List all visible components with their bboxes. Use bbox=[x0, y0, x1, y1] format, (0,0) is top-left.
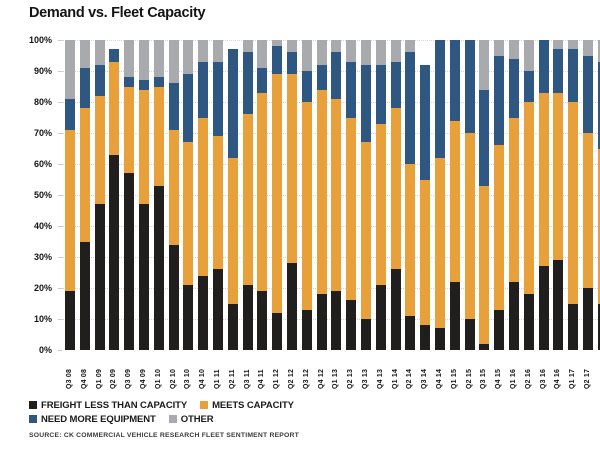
segment-need bbox=[361, 65, 371, 143]
stacked-bar-q3-14 bbox=[420, 40, 430, 350]
segment-meets bbox=[109, 62, 119, 155]
stacked-bar-q1-13 bbox=[331, 40, 341, 350]
y-tick-label: 0% bbox=[38, 345, 52, 355]
segment-need bbox=[109, 49, 119, 61]
segment-other bbox=[302, 40, 312, 71]
segment-meets bbox=[420, 180, 430, 326]
segment-need bbox=[346, 62, 356, 118]
stacked-bar-q1-09 bbox=[95, 40, 105, 350]
segment-freight bbox=[568, 304, 578, 351]
segment-meets bbox=[479, 186, 489, 344]
y-tick-label: 90% bbox=[33, 66, 52, 76]
segment-meets bbox=[346, 118, 356, 301]
y-tick-label: 50% bbox=[33, 190, 52, 200]
segment-need bbox=[287, 52, 297, 74]
segment-freight bbox=[302, 310, 312, 350]
stacked-bar-q3-11 bbox=[243, 40, 253, 350]
segment-meets bbox=[243, 114, 253, 285]
stacked-bar-q4-13 bbox=[376, 40, 386, 350]
x-tick-label: Q1 15 bbox=[450, 368, 458, 389]
legend-label: OTHER bbox=[180, 413, 214, 425]
segment-other bbox=[331, 40, 341, 52]
segment-other bbox=[169, 40, 179, 83]
segment-freight bbox=[183, 285, 193, 350]
segment-meets bbox=[391, 108, 401, 269]
segment-need bbox=[568, 49, 578, 102]
segment-need bbox=[405, 52, 415, 164]
segment-need bbox=[494, 56, 504, 146]
x-tick-label: Q1 11 bbox=[214, 369, 221, 389]
segment-meets bbox=[154, 87, 164, 186]
segment-freight bbox=[524, 294, 534, 350]
x-tick-label: Q3 08 bbox=[66, 368, 73, 389]
segment-meets bbox=[361, 142, 371, 319]
segment-freight bbox=[465, 319, 475, 350]
stacked-bar-q1-16 bbox=[509, 40, 519, 350]
segment-meets bbox=[494, 145, 504, 309]
stacked-bar-q2-10 bbox=[169, 40, 179, 350]
segment-other bbox=[154, 40, 164, 77]
segment-freight bbox=[405, 316, 415, 350]
chart-title: Demand vs. Fleet Capacity bbox=[29, 5, 206, 21]
meets-swatch-icon bbox=[200, 401, 208, 409]
x-tick-label: Q2 11 bbox=[228, 369, 236, 389]
segment-freight bbox=[257, 291, 267, 350]
stacked-bar-q3-08 bbox=[65, 40, 75, 350]
segment-freight bbox=[80, 242, 90, 351]
x-tick-label: Q3 09 bbox=[125, 368, 133, 389]
y-tick-label: 80% bbox=[33, 97, 52, 107]
plot-area bbox=[62, 40, 600, 350]
segment-meets bbox=[435, 158, 445, 329]
segment-need bbox=[435, 40, 445, 158]
segment-meets bbox=[509, 118, 519, 282]
segment-meets bbox=[65, 130, 75, 291]
stacked-bar-q1-10 bbox=[154, 40, 164, 350]
x-tick-label: Q3 11 bbox=[243, 369, 251, 389]
segment-need bbox=[198, 62, 208, 118]
segment-need bbox=[80, 68, 90, 108]
legend-row bbox=[29, 398, 294, 412]
stacked-bar-q4-12 bbox=[317, 40, 327, 350]
segment-meets bbox=[213, 136, 223, 269]
stacked-bar-q1-12 bbox=[272, 40, 282, 350]
segment-need bbox=[553, 49, 563, 92]
y-tick-label: 10% bbox=[33, 314, 52, 324]
segment-other bbox=[524, 40, 534, 71]
x-tick-label: Q4 08 bbox=[80, 368, 88, 389]
stacked-bar-q1-15 bbox=[450, 40, 460, 350]
stacked-bar-q2-17 bbox=[583, 40, 593, 350]
segment-need bbox=[420, 65, 430, 180]
x-tick-label: Q2 09 bbox=[110, 368, 118, 389]
stacked-bar-q2-09 bbox=[109, 40, 119, 350]
x-tick-label: Q1 16 bbox=[510, 368, 517, 389]
segment-need bbox=[95, 65, 105, 96]
segment-other bbox=[479, 40, 489, 90]
segment-need bbox=[183, 74, 193, 142]
legend-label: NEED MORE EQUIPMENT bbox=[41, 413, 156, 425]
stacked-bar-q3-09 bbox=[124, 40, 134, 350]
stacked-bar-q4-11 bbox=[257, 40, 267, 350]
segment-meets bbox=[317, 90, 327, 295]
segment-need bbox=[139, 80, 149, 89]
segment-freight bbox=[420, 325, 430, 350]
segment-need bbox=[539, 40, 549, 93]
stacked-bar-q2-12 bbox=[287, 40, 297, 350]
stacked-bar-q3-12 bbox=[302, 40, 312, 350]
segment-need bbox=[583, 56, 593, 134]
segment-need bbox=[509, 59, 519, 118]
x-tick-label: Q2 15 bbox=[465, 368, 473, 389]
segment-need bbox=[257, 68, 267, 93]
legend bbox=[29, 398, 294, 426]
x-tick-label: Q3 10 bbox=[184, 368, 192, 389]
segment-freight bbox=[450, 282, 460, 350]
x-tick-label: Q3 13 bbox=[362, 368, 369, 389]
segment-freight bbox=[287, 263, 297, 350]
segment-other bbox=[243, 40, 253, 52]
segment-freight bbox=[139, 204, 149, 350]
segment-meets bbox=[95, 96, 105, 205]
x-tick-label: Q2 14 bbox=[406, 368, 414, 389]
segment-freight bbox=[243, 285, 253, 350]
x-tick-label: Q2 10 bbox=[169, 368, 177, 389]
segment-other bbox=[346, 40, 356, 62]
segment-need bbox=[213, 62, 223, 136]
segment-freight bbox=[317, 294, 327, 350]
x-tick-label: Q4 09 bbox=[140, 368, 147, 389]
x-tick-label: Q1 09 bbox=[95, 368, 103, 389]
legend-item-need bbox=[29, 414, 156, 425]
segment-meets bbox=[80, 108, 90, 241]
segment-need bbox=[524, 71, 534, 102]
x-tick-label: Q4 12 bbox=[317, 368, 325, 389]
segment-need bbox=[465, 40, 475, 133]
segment-meets bbox=[450, 121, 460, 282]
segment-other bbox=[183, 40, 193, 74]
segment-meets bbox=[524, 102, 534, 294]
x-tick-label: Q3 14 bbox=[421, 368, 429, 389]
segment-meets bbox=[169, 130, 179, 245]
stacked-bar-q1-11 bbox=[213, 40, 223, 350]
segment-freight bbox=[391, 269, 401, 350]
segment-freight bbox=[228, 304, 238, 351]
x-tick-label: Q2 13 bbox=[347, 368, 355, 389]
segment-freight bbox=[198, 276, 208, 350]
segment-other bbox=[287, 40, 297, 52]
x-tick-label: Q3 15 bbox=[480, 368, 488, 389]
stacked-bar-q2-11 bbox=[228, 40, 238, 350]
segment-freight bbox=[583, 288, 593, 350]
stacked-bar-q4-09 bbox=[139, 40, 149, 350]
segment-other bbox=[553, 40, 563, 49]
segment-meets bbox=[465, 133, 475, 319]
segment-meets bbox=[583, 133, 593, 288]
segment-freight bbox=[435, 328, 445, 350]
segment-need bbox=[243, 52, 253, 114]
stacked-bar-q1-17 bbox=[568, 40, 578, 350]
x-tick-label: Q4 14 bbox=[436, 368, 443, 389]
x-tick-label: Q4 13 bbox=[376, 368, 384, 389]
other-swatch-icon bbox=[169, 415, 177, 423]
stacked-bar-q4-15 bbox=[494, 40, 504, 350]
y-tick-label: 40% bbox=[33, 221, 52, 231]
segment-meets bbox=[405, 164, 415, 316]
x-tick-label: Q1 14 bbox=[391, 368, 399, 389]
legend-item-meets bbox=[200, 400, 294, 411]
segment-other bbox=[213, 40, 223, 62]
stacked-bar-q4-08 bbox=[80, 40, 90, 350]
x-tick-label: Q1 10 bbox=[154, 368, 162, 389]
segment-need bbox=[479, 90, 489, 186]
y-tick-label: 70% bbox=[33, 128, 52, 138]
segment-need bbox=[228, 49, 238, 158]
segment-meets bbox=[553, 93, 563, 260]
segment-other bbox=[583, 40, 593, 56]
segment-freight bbox=[331, 291, 341, 350]
segment-other bbox=[139, 40, 149, 80]
x-tick-label: Q4 11 bbox=[258, 369, 266, 389]
x-tick-label: Q4 15 bbox=[495, 368, 503, 389]
segment-need bbox=[331, 52, 341, 99]
segment-freight bbox=[346, 300, 356, 350]
segment-need bbox=[169, 83, 179, 130]
segment-freight bbox=[124, 173, 134, 350]
segment-freight bbox=[272, 313, 282, 350]
x-tick-label: Q4 10 bbox=[199, 368, 207, 389]
x-tick-label: Q2 12 bbox=[288, 368, 295, 389]
x-tick-label: Q2 17 bbox=[584, 368, 591, 389]
segment-other bbox=[257, 40, 267, 68]
segment-freight bbox=[95, 204, 105, 350]
segment-freight bbox=[539, 266, 549, 350]
segment-other bbox=[95, 40, 105, 65]
legend-item-other bbox=[169, 414, 214, 425]
segment-other bbox=[124, 40, 134, 77]
segment-meets bbox=[272, 74, 282, 313]
segment-need bbox=[376, 65, 386, 124]
segment-freight bbox=[553, 260, 563, 350]
segment-freight bbox=[509, 282, 519, 350]
segment-need bbox=[65, 99, 75, 130]
segment-need bbox=[391, 62, 401, 109]
y-tick-label: 20% bbox=[33, 283, 52, 293]
segment-freight bbox=[154, 186, 164, 350]
segment-freight bbox=[65, 291, 75, 350]
x-tick-label: Q1 13 bbox=[332, 368, 340, 389]
stacked-bar-q2-14 bbox=[405, 40, 415, 350]
segment-freight bbox=[376, 285, 386, 350]
segment-meets bbox=[376, 124, 386, 285]
segment-meets bbox=[302, 102, 312, 310]
segment-other bbox=[317, 40, 327, 65]
x-tick-label: Q1 12 bbox=[273, 368, 281, 389]
segment-meets bbox=[198, 118, 208, 276]
segment-meets bbox=[139, 90, 149, 205]
segment-meets bbox=[568, 102, 578, 304]
segment-freight bbox=[494, 310, 504, 350]
segment-freight bbox=[169, 245, 179, 350]
segment-meets bbox=[257, 93, 267, 291]
stacked-bar-q2-16 bbox=[524, 40, 534, 350]
segment-meets bbox=[183, 142, 193, 285]
segment-other bbox=[361, 40, 371, 65]
stacked-bar-q2-15 bbox=[465, 40, 475, 350]
segment-freight bbox=[479, 344, 489, 350]
stacked-bar-q4-16 bbox=[553, 40, 563, 350]
freight-swatch-icon bbox=[29, 401, 37, 409]
source-line: SOURCE: CK COMMERCIAL VEHICLE RESEARCH FLEET SENTIMENT REPORT bbox=[29, 432, 299, 439]
segment-meets bbox=[331, 99, 341, 291]
segment-freight bbox=[213, 269, 223, 350]
need-swatch-icon bbox=[29, 415, 37, 423]
legend-label: FREIGHT LESS THAN CAPACITY bbox=[41, 399, 188, 411]
stacked-bar-q1-14 bbox=[391, 40, 401, 350]
stacked-bar-q3-13 bbox=[361, 40, 371, 350]
segment-other bbox=[568, 40, 578, 49]
segment-freight bbox=[109, 155, 119, 350]
x-tick-label: Q3 16 bbox=[539, 368, 547, 389]
legend-item-freight bbox=[29, 400, 187, 411]
stacked-bar-q2-13 bbox=[346, 40, 356, 350]
segment-other bbox=[391, 40, 401, 62]
x-tick-label: Q2 16 bbox=[524, 368, 532, 389]
segment-need bbox=[154, 77, 164, 86]
segment-other bbox=[509, 40, 519, 59]
x-tick-label: Q3 12 bbox=[302, 368, 310, 389]
segment-need bbox=[124, 77, 134, 86]
x-tick-label: Q4 16 bbox=[554, 368, 562, 389]
legend-label: MEETS CAPACITY bbox=[212, 399, 294, 411]
y-tick-label: 100% bbox=[28, 35, 52, 45]
y-tick-label: 30% bbox=[33, 252, 52, 262]
stacked-bar-q3-16 bbox=[539, 40, 549, 350]
x-tick-label: Q1 17 bbox=[569, 368, 577, 389]
stacked-bar-q4-10 bbox=[198, 40, 208, 350]
segment-meets bbox=[228, 158, 238, 304]
segment-other bbox=[65, 40, 75, 99]
segment-freight bbox=[361, 319, 371, 350]
segment-need bbox=[317, 65, 327, 90]
segment-meets bbox=[287, 74, 297, 263]
segment-other bbox=[494, 40, 504, 56]
segment-need bbox=[272, 46, 282, 74]
y-tick-mark bbox=[58, 350, 62, 351]
stacked-bar-q4-14 bbox=[435, 40, 445, 350]
segment-need bbox=[302, 71, 312, 102]
legend-row bbox=[29, 412, 294, 426]
segment-other bbox=[80, 40, 90, 68]
segment-meets bbox=[539, 93, 549, 267]
segment-other bbox=[198, 40, 208, 62]
segment-other bbox=[405, 40, 415, 52]
y-tick-label: 60% bbox=[33, 159, 52, 169]
segment-other bbox=[376, 40, 386, 65]
segment-need bbox=[450, 40, 460, 121]
stacked-bar-q3-15 bbox=[479, 40, 489, 350]
segment-meets bbox=[124, 87, 134, 174]
stacked-bar-q3-10 bbox=[183, 40, 193, 350]
